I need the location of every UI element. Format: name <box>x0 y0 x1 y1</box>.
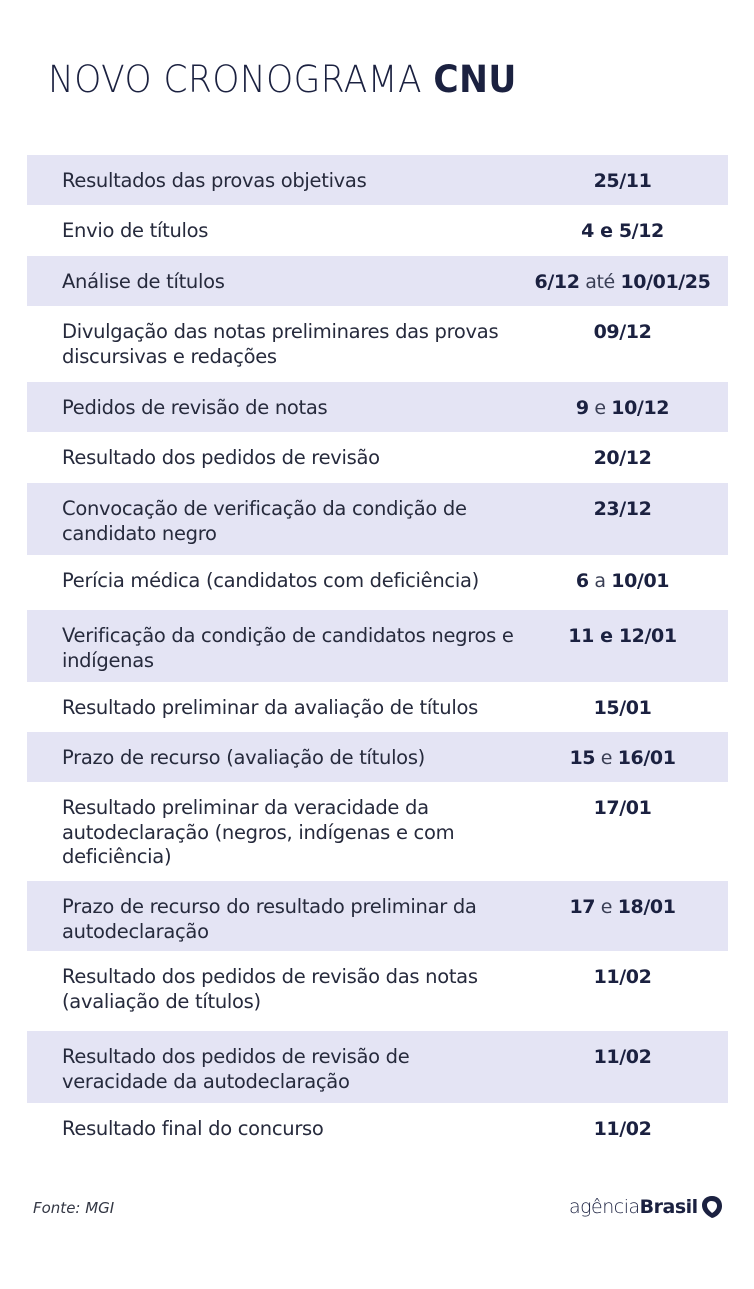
schedule-row <box>27 951 728 1031</box>
source-note: Fonte: MGI <box>33 1199 115 1217</box>
event-label: Resultado final do concurso <box>62 1117 324 1140</box>
event-date <box>517 483 728 555</box>
date-connector: a <box>594 570 606 592</box>
date-value: 4 e 5/12 <box>581 220 664 242</box>
schedule-row <box>27 610 728 682</box>
schedule-row <box>27 382 728 432</box>
date-value: 18/01 <box>617 896 676 918</box>
date-connector: e <box>600 747 613 769</box>
date-value: 23/12 <box>593 498 652 520</box>
date-value: 11 e 12/01 <box>568 625 677 647</box>
date-value: 10/01/25 <box>620 271 711 293</box>
schedule-row <box>27 1103 728 1155</box>
schedule-row <box>27 555 728 610</box>
schedule-row <box>27 155 728 205</box>
date-value: 17/01 <box>593 797 652 819</box>
schedule-row <box>27 306 728 382</box>
event-date <box>517 1031 728 1103</box>
schedule-row <box>27 432 728 483</box>
event-date <box>517 782 728 881</box>
date-value: 15 <box>569 747 596 769</box>
event-date <box>517 555 728 610</box>
page-title <box>48 58 517 101</box>
schedule-row <box>27 881 728 951</box>
date-value: 10/12 <box>611 397 670 419</box>
logo-text-light: agência <box>569 1196 640 1218</box>
date-value: 11/02 <box>593 1118 652 1140</box>
event-date <box>517 256 728 306</box>
event-label: Perícia médica (candidatos com deficiência) <box>62 569 479 592</box>
event-date <box>517 432 728 483</box>
date-value: 10/01 <box>611 570 670 592</box>
event-date <box>517 382 728 432</box>
event-date <box>517 1103 728 1155</box>
event-date <box>517 155 728 205</box>
date-connector: e <box>594 397 606 419</box>
date-value: 9 <box>575 397 589 419</box>
event-date <box>517 610 728 682</box>
date-value: 25/11 <box>593 170 652 192</box>
schedule-row <box>27 782 728 881</box>
title-regular: NOVO CRONOGRAMA <box>48 58 422 101</box>
event-label: Análise de títulos <box>62 270 225 293</box>
schedule-row <box>27 732 728 782</box>
event-label: Prazo de recurso do resultado preliminar da autodeclaração <box>62 895 477 943</box>
brazil-map-pin-icon <box>700 1194 724 1220</box>
event-label: Envio de títulos <box>62 219 209 242</box>
date-connector: e <box>600 896 613 918</box>
schedule-row <box>27 1031 728 1103</box>
event-date <box>517 732 728 782</box>
event-label: Convocação de verificação da condição de candidato negro <box>62 497 467 545</box>
event-date <box>517 951 728 1031</box>
event-date <box>517 306 728 382</box>
event-label: Pedidos de revisão de notas <box>62 396 328 419</box>
schedule-row <box>27 682 728 732</box>
date-value: 11/02 <box>593 1046 652 1068</box>
date-value: 17 <box>569 896 596 918</box>
event-label: Resultados das provas objetivas <box>62 169 367 192</box>
date-value: 6/12 <box>534 271 580 293</box>
event-label: Resultado dos pedidos de revisão de veracidade da autodeclaração <box>62 1045 410 1093</box>
event-date <box>517 881 728 951</box>
schedule-table <box>27 155 728 1155</box>
event-label: Resultado dos pedidos de revisão <box>62 446 380 469</box>
schedule-row <box>27 256 728 306</box>
event-label: Resultado preliminar da veracidade da autodeclaração (negros, indígenas e com deficiência) <box>62 796 455 868</box>
schedule-row <box>27 205 728 256</box>
event-label: Verificação da condição de candidatos negros e indígenas <box>62 624 514 672</box>
date-connector: até <box>585 271 615 293</box>
date-value: 20/12 <box>593 447 652 469</box>
logo-text-bold: Brasil <box>639 1196 698 1218</box>
agencia-brasil-logo <box>569 1194 724 1220</box>
date-value: 15/01 <box>593 697 652 719</box>
date-value: 11/02 <box>593 966 652 988</box>
schedule-row <box>27 483 728 555</box>
event-label: Prazo de recurso (avaliação de títulos) <box>62 746 425 769</box>
title-bold: CNU <box>433 58 517 101</box>
event-date <box>517 682 728 732</box>
date-value: 16/01 <box>617 747 676 769</box>
event-label: Resultado preliminar da avaliação de títulos <box>62 696 478 719</box>
date-value: 09/12 <box>593 321 652 343</box>
event-label: Divulgação das notas preliminares das provas discursivas e redações <box>62 320 499 368</box>
date-value: 6 <box>575 570 589 592</box>
event-label: Resultado dos pedidos de revisão das notas (avaliação de títulos) <box>62 965 478 1013</box>
event-date <box>517 205 728 256</box>
